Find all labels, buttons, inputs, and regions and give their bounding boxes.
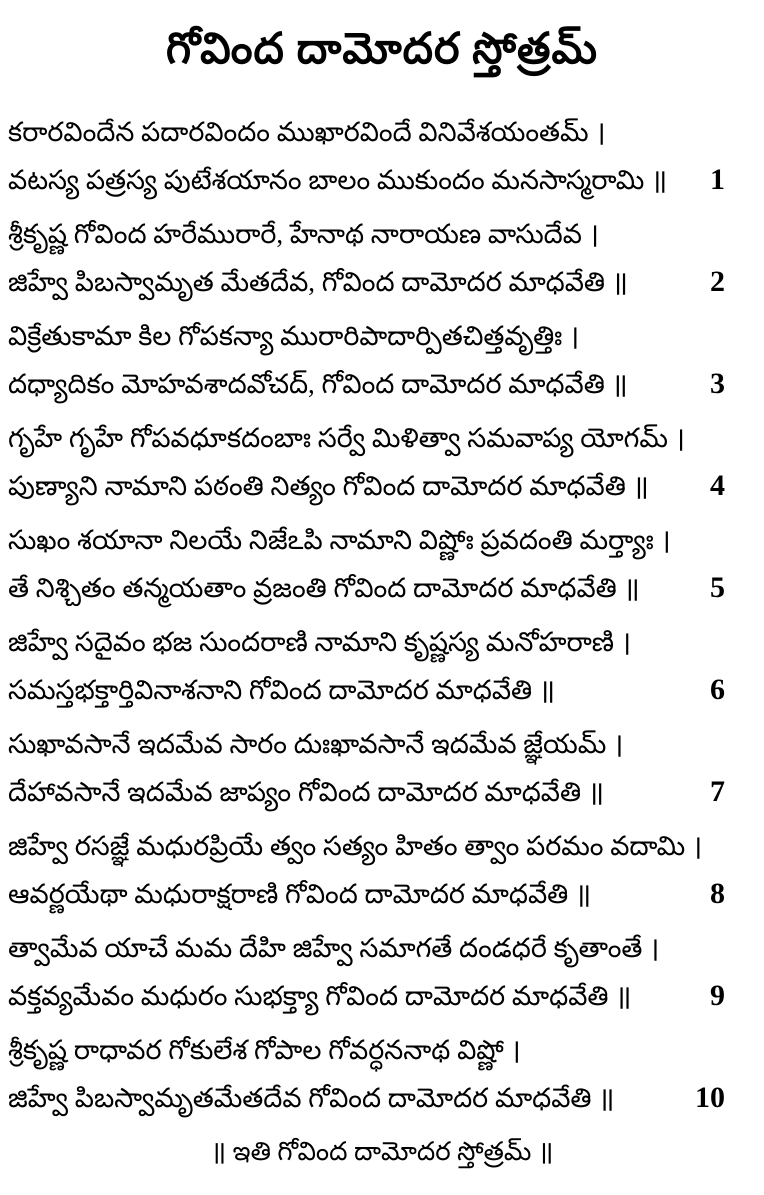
verse-9 bbox=[8, 924, 756, 1020]
verse-8-number: 8 bbox=[710, 877, 725, 910]
verse-9-number: 9 bbox=[710, 979, 725, 1012]
verse-5 bbox=[8, 516, 756, 612]
verse-6-number: 6 bbox=[710, 673, 725, 706]
verse-7-number: 7 bbox=[710, 775, 725, 808]
verse-2-line-1: శ్రీకృష్ణ గోవింద హరేమురారే, హేనాథ నారాయణ వాసుదేవ । bbox=[8, 219, 599, 249]
verse-3-line-1: విక్రేతుకామా కిల గోపకన్యా మురారిపాదార్పితచిత్తవృత్తిః । bbox=[8, 321, 580, 351]
verse-3-line-2: దధ్యాదికం మోహవశాదవోచద్, గోవింద దామోదర మాధవేతి ॥ bbox=[8, 369, 628, 399]
verse-2 bbox=[8, 210, 756, 306]
verse-2-number: 2 bbox=[710, 265, 725, 298]
verse-9-line-1: త్వామేవ యాచే మమ దేహి జిహ్వే సమాగతే దండధరే కృతాంతే । bbox=[8, 933, 660, 963]
verse-9-line-2: వక్తవ్యమేవం మధురం సుభక్త్యా గోవింద దామోదర మాధవేతి ॥ bbox=[8, 981, 632, 1011]
verse-8-line-2: ఆవర్ణయేథా మధురాక్షరాణి గోవింద దామోదర మాధవేతి ॥ bbox=[8, 879, 592, 909]
verse-3 bbox=[8, 312, 756, 408]
verse-4 bbox=[8, 414, 756, 510]
verse-10-number: 10 bbox=[695, 1081, 725, 1114]
verse-7-line-1: సుఖావసానే ఇదమేవ సారం దుఃఖావసానే ఇదమేవ జ్ఞేయమ్ । bbox=[8, 729, 624, 759]
verse-8 bbox=[8, 822, 756, 918]
verse-5-line-1: సుఖం శయానా నిలయే నిజేఽపి నామాని విష్ణోః ప్రవదంతి మర్త్యాః । bbox=[8, 525, 671, 555]
verse-4-number: 4 bbox=[710, 469, 725, 502]
verse-1 bbox=[8, 108, 756, 204]
verse-4-line-2: పుణ్యాని నామాని పఠంతి నిత్యం గోవింద దామోదర మాధవేతి ॥ bbox=[8, 471, 649, 501]
verse-4-line-1: గృహే గృహే గోపవధూకదంబాః సర్వే మిళిత్వా సమవాప్య యోగమ్ । bbox=[8, 423, 685, 453]
document-title: గోవింద దామోదర స్తోత్రమ్ bbox=[166, 26, 598, 73]
verse-10-line-2: జిహ్వే పిబస్వామృతమేతదేవ గోవింద దామోదర మాధవేతి ॥ bbox=[8, 1083, 615, 1113]
verse-7 bbox=[8, 720, 756, 816]
verse-6-line-2: సమస్తభక్తార్తివినాశనాని గోవింద దామోదర మాధవేతి ॥ bbox=[8, 675, 556, 705]
verse-6-line-1: జిహ్వే సదైవం భజ సుందరాణి నామాని కృష్ణస్య మనోహరాణి । bbox=[8, 627, 632, 657]
verse-7-line-2: దేహావసానే ఇదమేవ జాప్యం గోవింద దామోదర మాధవేతి ॥ bbox=[8, 777, 605, 807]
verse-1-line-2: వటస్య పత్రస్య పుటేశయానం బాలం ముకుందం మనసాస్మరామి ॥ bbox=[8, 165, 668, 195]
verse-3-number: 3 bbox=[710, 367, 725, 400]
verse-5-line-2: తే నిశ్చితం తన్మయతాం వ్రజంతి గోవింద దామోదర మాధవేతి ॥ bbox=[8, 573, 640, 603]
verse-1-line-1: కరారవిందేన పదారవిందం ముఖారవిందే వినివేశయంతమ్ । bbox=[8, 117, 606, 147]
verse-10-line-1: శ్రీకృష్ణ రాధావర గోకులేశ గోపాల గోవర్ధననాథ విష్ణో । bbox=[8, 1035, 521, 1065]
verse-10 bbox=[8, 1026, 756, 1122]
verse-6 bbox=[8, 618, 756, 714]
verse-1-number: 1 bbox=[710, 163, 725, 196]
verse-8-line-1: జిహ్వే రసజ్ఞే మధురప్రియే త్వం సత్యం హితం త్వాం పరమం వదామి । bbox=[8, 831, 703, 861]
closing-line: ॥ ఇతి గోవింద దామోదర స్తోత్రమ్ ॥ bbox=[210, 1137, 554, 1166]
verse-5-number: 5 bbox=[710, 571, 725, 604]
verse-2-line-2: జిహ్వే పిబస్వామృత మేతదేవ, గోవింద దామోదర మాధవేతి ॥ bbox=[8, 267, 628, 297]
